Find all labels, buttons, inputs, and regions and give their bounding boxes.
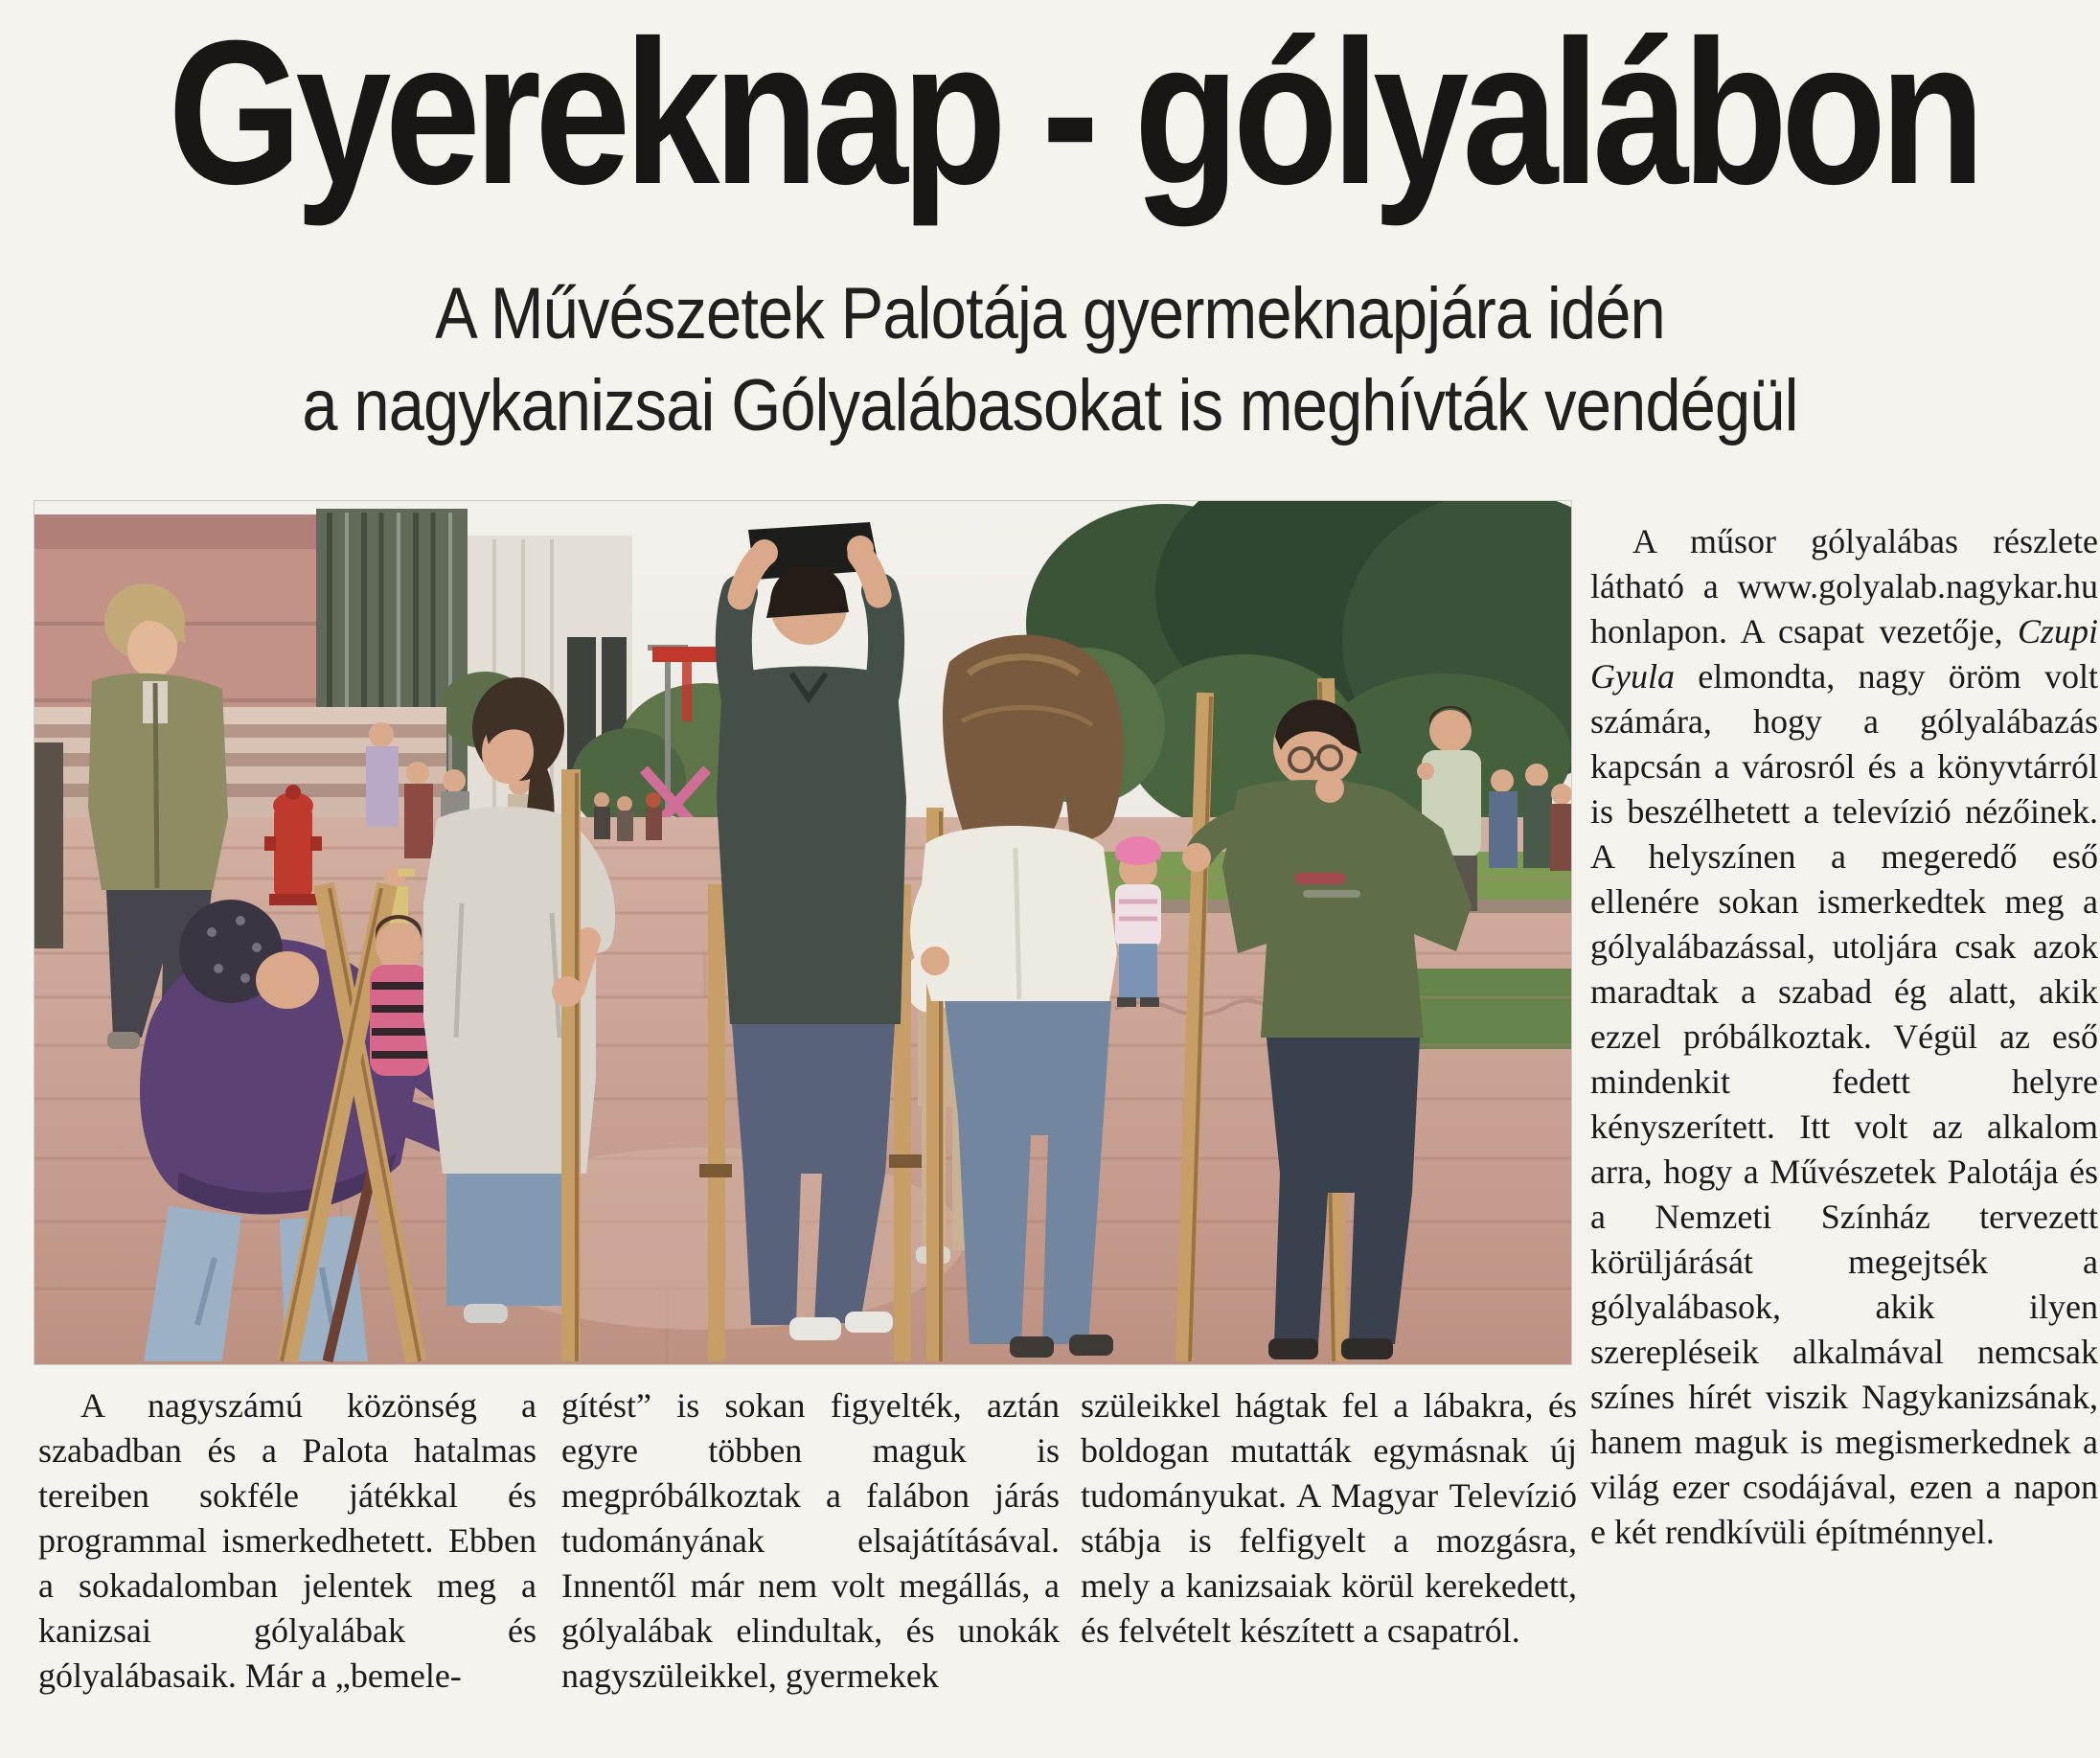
subtitle-line-1: A Művészetek Palotája gyermeknapjára idén [435,273,1665,354]
right-text-rest: elmondta, nagy öröm volt számára, hogy a gólyalábazás kapcsán a városról és a könyvtárról is beszélhetett a televízió nézőinek. A helyszínen a megeredő eső ellenére sokan ismerkedtek meg a gólyalábazással, utoljára csak azok maradtak a szabad ég alatt, akik ezzel próbálkoztak. Végül az eső mindenkit fedett helyre kényszerített. Itt volt az alkalom arra, hogy a Művészetek Palotája és a Nemzeti Színház tervezett körüljárását megejtsék a gólyalábasok, akik ilyen szerepléseik alkalmával nemcsak színes hírét viszik Nagykanizsának, hanem maguk is megismerkednek a világ ezer csodájával, ezen a napon e két rendkívüli építménnyel. [1590,657,2098,1551]
person-name-italic: Czupi Gyula [1590,612,2098,696]
toddler-pink-beret [1115,836,1161,1007]
headline: Gyereknap - gólyalábon [168,0,1979,227]
subtitle-line-2: a nagykanizsai Gólyalábasokat is meghívták vendégül [302,365,1798,446]
body-column-3: szüleikkel hágtak fel a lábakra, és boldogan mutatták egymásnak új tudományukat. A Magyar Televízió stábja is felfigyelt a mozgásra, mely a kanizsaiak körül kerekedett, és felvételt készített a csapatról. [1081,1386,1577,1650]
right-column-paragraph [1590,519,2098,1555]
right-text-lead: A műsor gólyalábas részlete látható a www.golyalab.nagykar.hu honlapon. A csapat vezetője, [1590,522,2098,651]
body-column-1: A nagyszámú közönség a szabadban és a Palota hatalmas tereiben sokféle játékkal és programmal ismerkedhetett. Ebben a sokadalomban jelentek meg a kanizsai gólyalábak és gólyalábasaik. Már a „bemele- [38,1386,536,1695]
gray-man-hand [552,976,582,1007]
striped-child [370,915,429,1076]
photo-scene [34,501,1571,1364]
right-column [1590,519,2098,1728]
body-column-2: gítést” is sokan figyelték, aztán egyre többen maguk is megpróbálkoztak a falábon járás tudományának elsajátításával. Innentől már nem volt megállás, a gólyalábak elindultak, és unokák nagyszüleikkel, gyermekek [561,1386,1060,1695]
article-photo [34,501,1571,1364]
